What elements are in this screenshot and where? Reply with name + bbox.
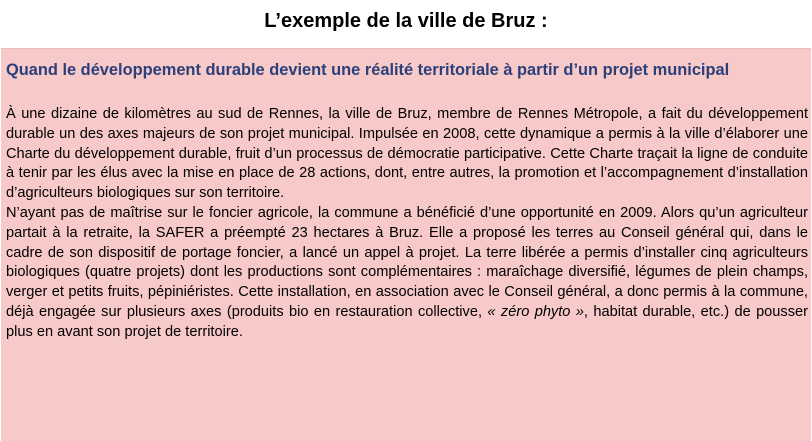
highlight-box <box>1 48 811 441</box>
paragraph-2-text-end: , habitat durable, etc.) de pousser plus en avant son projet de territoire. <box>6 303 808 340</box>
box-body <box>6 105 808 343</box>
paragraph-2-italic: « zéro phyto » <box>487 303 584 320</box>
paragraph-1: À une dizaine de kilomètres au sud de Rennes, la ville de Bruz, membre de Rennes Métropole, a fait du développement durable un des axes majeurs de son projet municipal. Impulsée en 2008, cette dynamique a permis à la ville d’élaborer une Charte du développement durable, fruit d’un processus de démocratie participative. Cette Charte traçait la ligne de conduite à tenir par les élus avec la mise en place de 28 actions, dont, entre autres, la promotion et l’accompagnement d’installation d’agriculteurs biologiques sur son territoire. <box>6 106 808 202</box>
page-title: L’exemple de la ville de Bruz : <box>264 10 548 32</box>
box-subtitle: Quand le développement durable devient une réalité territoriale à partir d’un projet municipal <box>6 61 730 79</box>
paragraph-2 <box>6 204 808 343</box>
paragraph-2-text-start: N’ayant pas de maîtrise sur le foncier agricole, la commune a bénéficié d’une opportunité en 2009. Alors qu’un agriculteur partait à la retraite, la SAFER a préempté 23 hectares à Bruz. Elle a proposé les terres au Conseil général qui, dans le cadre de son dispositif de portage foncier, a lancé un appel à projet. La terre libérée a permis d’installer cinq agriculteurs biologiques (quatre projets) dont les productions sont complémentaires : maraîchage diversifié, légumes de plein champs, verger et petits fruits, pépiniéristes. Cette installation, en association avec le Conseil général, a donc permis à la commune, déjà engagée sur plusieurs axes (produits bio en restauration collective, <box>6 204 808 320</box>
